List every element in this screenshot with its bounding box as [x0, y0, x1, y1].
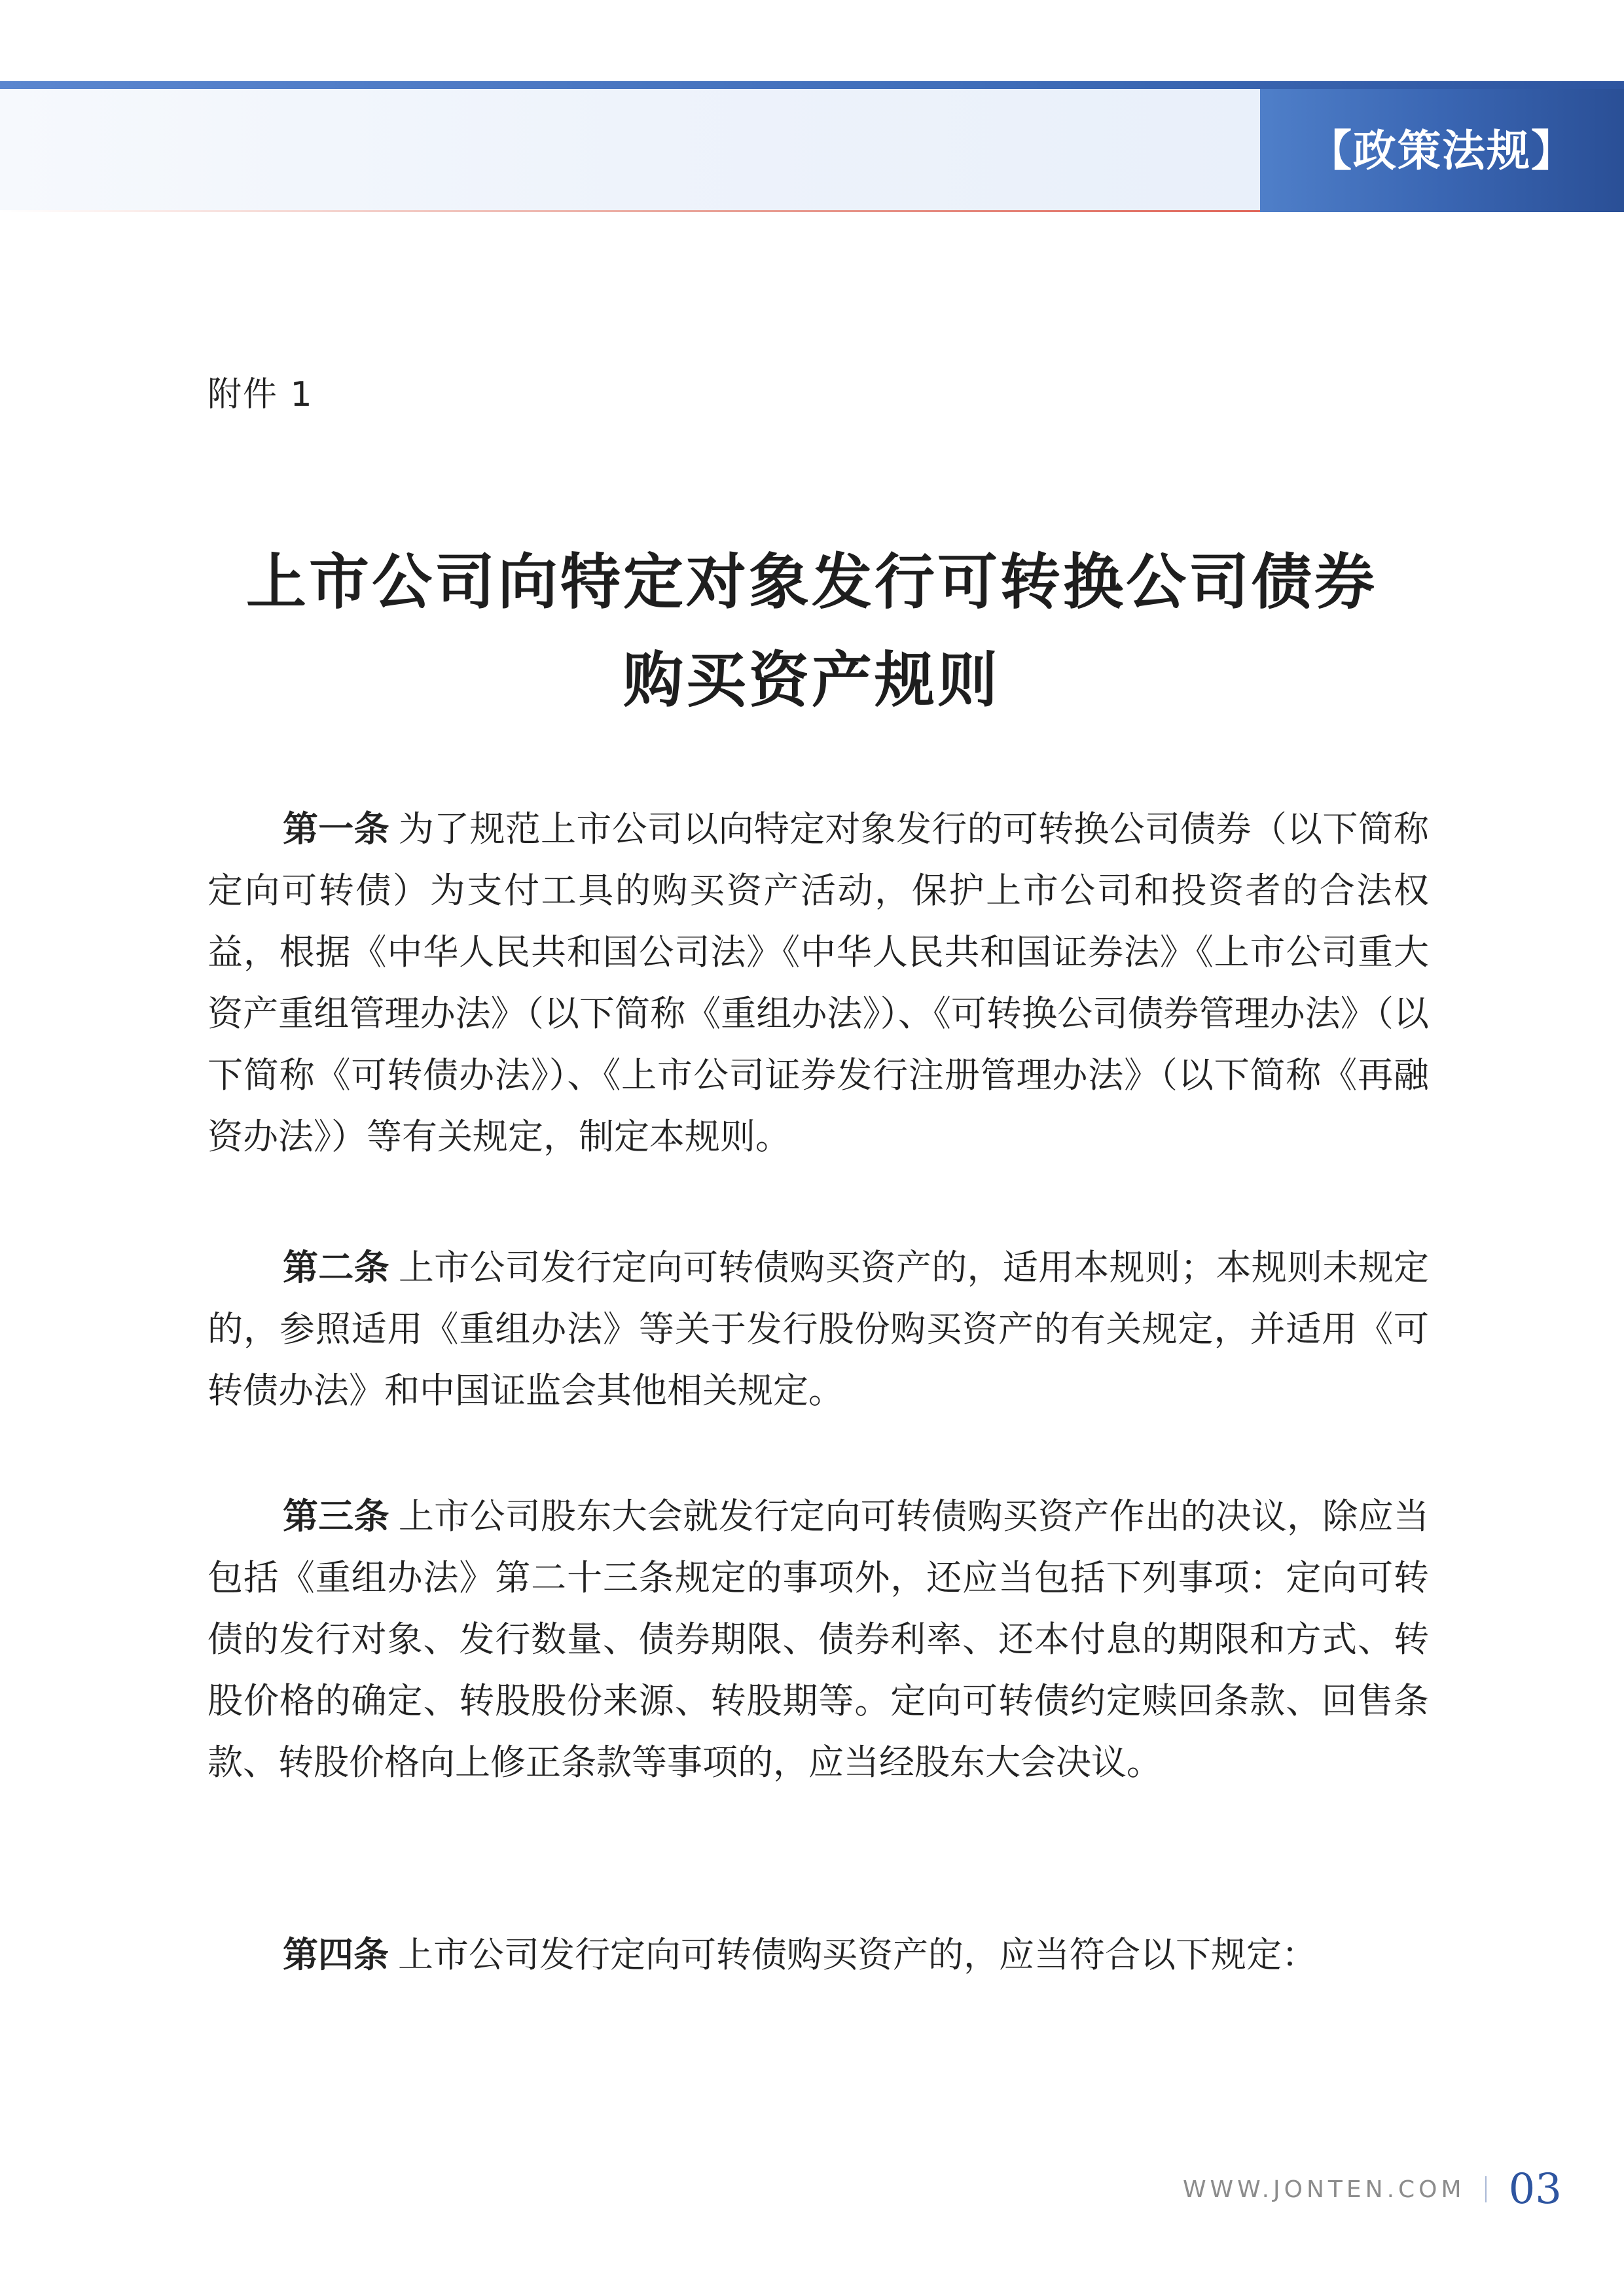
title-line-2: 购买资产规则	[623, 645, 1000, 715]
annex-label: 附件 1	[208, 375, 314, 414]
article-4	[208, 1924, 1429, 1986]
article-label: 第三条	[283, 1496, 389, 1537]
article-3	[208, 1486, 1429, 1793]
article-label: 第二条	[283, 1247, 389, 1288]
document-title	[196, 533, 1427, 730]
footer-url-link[interactable]: WWW.JONTEN.COM	[1182, 2176, 1466, 2203]
header-top-rule	[0, 81, 1624, 89]
page-footer	[1183, 2160, 1562, 2219]
article-text: 为了规范上市公司以向特定对象发行的可转换公司债券（以下简称定向可转债）为支付工具的购买资产活动，保护上市公司和投资者的合法权益，根据《中华人民共和国公司法》《中华人民共和国证券法》《上市公司重大资产重组管理办法》（以下简称《重组办法》）、《可转换公司债券管理办法》（以下简称《可转债办法》）、《上市公司证券发行注册管理办法》（以下简称《再融资办法》）等有关规定，制定本规则。	[208, 808, 1430, 1157]
article-2	[208, 1237, 1429, 1422]
header-underline	[0, 210, 1260, 212]
article-text: 上市公司发行定向可转债购买资产的，应当符合以下规定：	[398, 1934, 1317, 1975]
article-label: 第一条	[283, 808, 389, 850]
footer-divider	[1485, 2176, 1487, 2202]
title-line-1: 上市公司向特定对象发行可转换公司债券	[245, 547, 1377, 617]
section-tag: 【政策法规】	[1260, 89, 1624, 212]
article-text: 上市公司发行定向可转债购买资产的，适用本规则；本规则未规定的，参照适用《重组办法》等关于发行股份购买资产的有关规定，并适用《可转债办法》和中国证监会其他相关规定。	[208, 1247, 1430, 1411]
article-1	[208, 798, 1429, 1168]
article-label: 第四条	[283, 1934, 389, 1975]
page-number: 03	[1508, 2165, 1562, 2214]
article-text: 上市公司股东大会就发行定向可转债购买资产作出的决议，除应当包括《重组办法》第二十三条规定的事项外，还应当包括下列事项：定向可转债的发行对象、发行数量、债券期限、债券利率、还本付息的期限和方式、转股价格的确定、转股股份来源、转股期等。定向可转债约定赎回条款、回售条款、转股价格向上修正条款等事项的，应当经股东大会决议。	[208, 1496, 1430, 1783]
header-band	[0, 89, 1260, 210]
